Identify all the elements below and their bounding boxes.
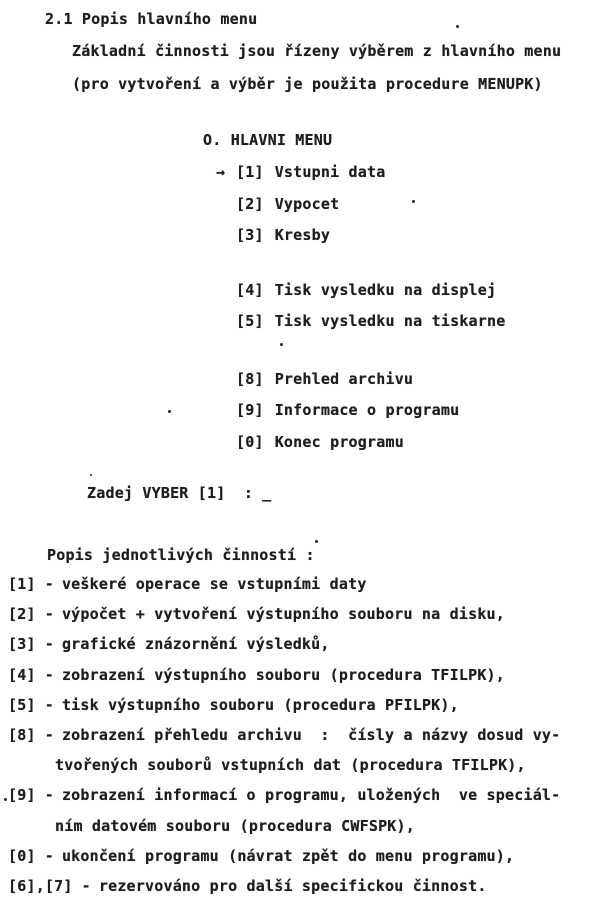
- menu-item: [203, 401, 505, 433]
- separator-dash: -: [81, 876, 91, 895]
- scan-artifact: [456, 25, 459, 28]
- menu-item: [203, 433, 505, 465]
- description-item: [8, 877, 598, 907]
- prompt-label: Zadej VYBER [1] :: [87, 484, 254, 502]
- description-item: [8, 605, 598, 635]
- menu-item-key: [9]: [236, 401, 264, 419]
- menu-item-label: Vypocet: [274, 194, 340, 213]
- menu-group: [203, 281, 505, 344]
- description-key: [1]: [8, 575, 36, 593]
- menu-group: [203, 370, 505, 465]
- description-text: výpočet + vytvoření výstupního souboru na disku,: [61, 605, 506, 624]
- description-text: zobrazení přehledu archivu : čísly a názvy dosud vy-: [61, 725, 561, 744]
- description-item: [8, 635, 598, 665]
- description-continuation: tvořených souborů vstupních dat (procedura TFILPK),: [55, 756, 526, 775]
- description-text: rezervováno pro další specifickou činnost.: [98, 876, 487, 895]
- scan-artifact: [168, 410, 171, 413]
- menu-item: [203, 370, 505, 402]
- main-menu: [203, 131, 505, 464]
- menu-item-key: [2]: [236, 194, 264, 213]
- description-item: [8, 696, 598, 726]
- menu-item-key: [3]: [236, 226, 264, 244]
- description-item: [8, 847, 598, 877]
- menu-item-key: [0]: [236, 432, 264, 451]
- menu-item: [203, 312, 505, 344]
- description-item: [8, 786, 598, 846]
- description-line: [8, 847, 598, 877]
- menu-item-key: [8]: [236, 369, 264, 388]
- description-item: [8, 726, 598, 786]
- separator-dash: -: [44, 786, 54, 805]
- menu-item: [203, 281, 505, 313]
- separator-dash: -: [44, 725, 54, 744]
- intro-line: Základní činnosti jsou řízeny výběrem z hlavního menu: [72, 42, 562, 60]
- menu-item-label: Kresby: [274, 226, 331, 244]
- descriptions-list: [8, 575, 598, 907]
- description-text: tisk výstupního souboru (procedura PFILPK),: [61, 695, 459, 714]
- menu-title: O. HLAVNI MENU: [203, 131, 333, 149]
- section-heading: 2.1 Popis hlavního menu: [45, 10, 258, 28]
- description-text: ukončení programu (návrat zpět do menu programu),: [61, 846, 515, 865]
- description-key: [4]: [8, 665, 36, 684]
- description-item: [8, 575, 598, 605]
- menu-item-label: Tisk vysledku na tiskarne: [274, 312, 506, 330]
- scan-artifact: [280, 343, 283, 346]
- description-key: [8]: [8, 725, 36, 744]
- menu-item: [203, 163, 505, 195]
- separator-dash: -: [44, 695, 54, 714]
- menu-item-label: Tisk vysledku na displej: [274, 280, 497, 299]
- description-key: [0]: [8, 846, 36, 865]
- scan-artifact: [90, 474, 92, 476]
- description-key: [6],[7]: [8, 876, 73, 895]
- description-key: [5]: [8, 695, 36, 714]
- description-text: veškeré operace se vstupními daty: [61, 575, 367, 593]
- description-line: [8, 635, 598, 665]
- menu-item-key: [4]: [236, 280, 264, 299]
- scan-artifact: [412, 200, 415, 203]
- selection-arrow-icon: →: [216, 163, 226, 181]
- separator-dash: -: [44, 635, 54, 654]
- menu-item-label: Informace o programu: [274, 401, 460, 419]
- description-text: grafické znázornění výsledků,: [61, 635, 330, 654]
- description-line: [8, 877, 598, 907]
- intro-line: (pro vytvoření a výběr je použita procedure MENUPK): [72, 74, 543, 93]
- menu-item-label: Konec programu: [274, 432, 404, 451]
- descriptions-heading: Popis jednotlivých činností :: [47, 546, 315, 564]
- selection-prompt: [87, 484, 271, 502]
- scan-artifact: [4, 798, 7, 801]
- menu-item-label: Vstupni data: [274, 163, 386, 181]
- description-item: [8, 666, 598, 696]
- separator-dash: -: [44, 605, 54, 624]
- description-line: [8, 726, 598, 756]
- menu-item: [203, 195, 505, 227]
- menu-item: [203, 226, 505, 258]
- description-line: [8, 666, 598, 696]
- description-key: [9]: [8, 786, 36, 805]
- menu-group: [203, 163, 505, 258]
- description-continuation: ním datovém souboru (procedura CWFSPK),: [55, 816, 415, 835]
- text-cursor: _: [262, 484, 272, 502]
- description-key: [2]: [8, 605, 36, 624]
- description-line: [8, 696, 598, 726]
- description-line: [8, 575, 598, 605]
- description-line: [8, 786, 598, 816]
- description-text: zobrazení výstupního souboru (procedura TFILPK),: [61, 665, 506, 684]
- separator-dash: -: [44, 575, 54, 593]
- description-text: zobrazení informací o programu, uložených ve speciál-: [61, 786, 561, 805]
- separator-dash: -: [44, 665, 54, 684]
- description-line: [8, 605, 598, 635]
- scan-artifact: [315, 540, 318, 543]
- menu-item-key: [5]: [236, 312, 264, 330]
- separator-dash: -: [44, 846, 54, 865]
- description-key: [3]: [8, 635, 36, 654]
- menu-item-key: [1]: [236, 163, 264, 181]
- intro-paragraph: [72, 42, 561, 107]
- menu-item-label: Prehled archivu: [274, 369, 414, 388]
